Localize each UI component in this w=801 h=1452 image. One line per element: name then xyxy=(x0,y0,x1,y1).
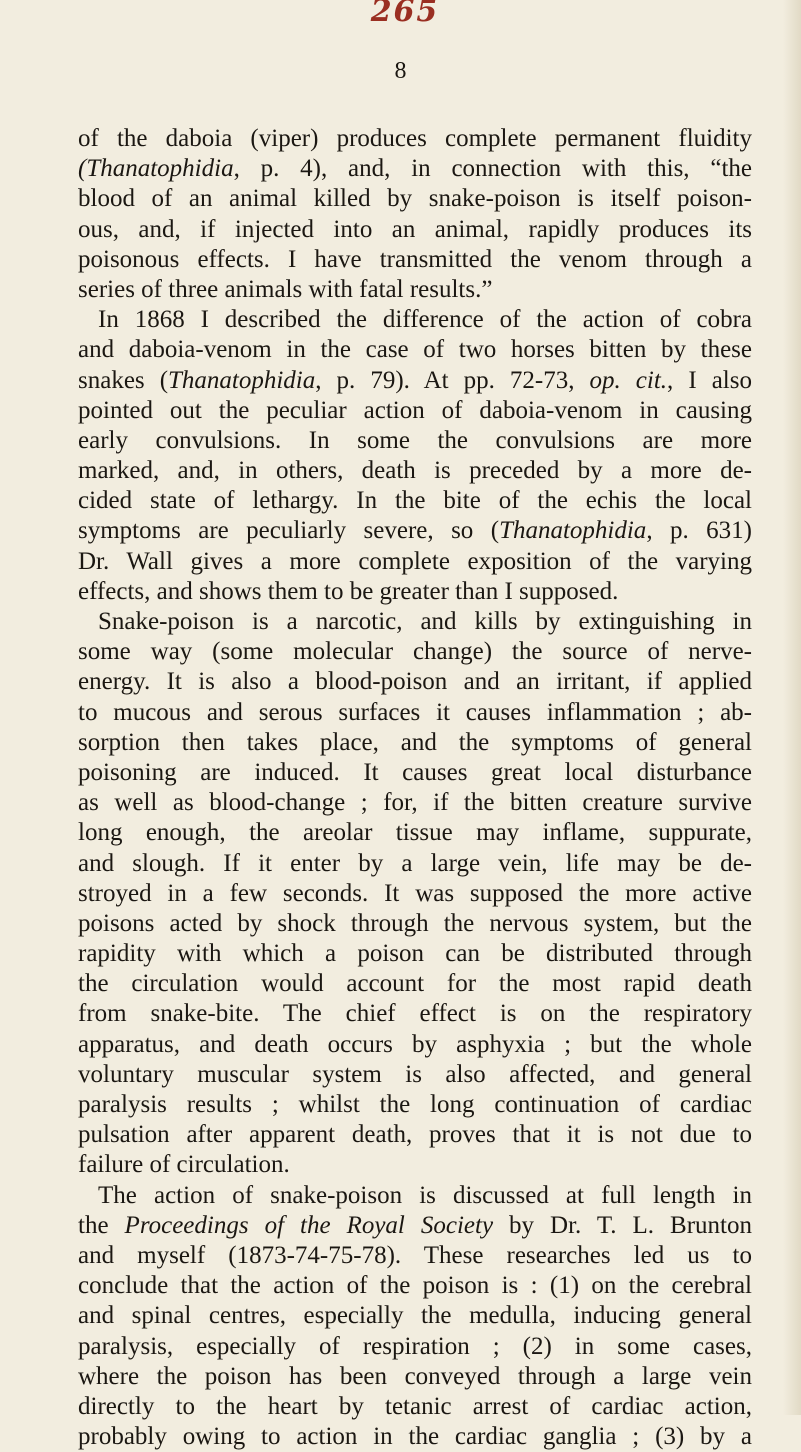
text-segment: paralysis results ; whilst the long continuation of cardiac xyxy=(78,1091,752,1118)
text-segment: as well as blood-change ; for, if the bitten creature survive xyxy=(78,789,752,817)
text-line xyxy=(78,124,752,154)
text-line xyxy=(78,1392,752,1422)
text-segment: sorption then takes place, and the symptoms of general xyxy=(78,728,752,756)
text-line xyxy=(78,547,752,577)
text-line xyxy=(78,486,752,516)
text-segment: , I also xyxy=(667,366,752,394)
text-segment: voluntary muscular system is also affected, and general xyxy=(78,1060,752,1088)
text-segment: poisonous effects. I have transmitted the venom through a xyxy=(78,245,752,273)
italic-text-segment: Proceedings of the Royal Society xyxy=(124,1211,494,1239)
text-segment: and daboia-venom in the case of two horses bitten by these xyxy=(78,336,752,364)
text-segment: the circulation would account for the most rapid death xyxy=(78,970,752,998)
text-line xyxy=(78,939,752,969)
italic-text-segment: op. cit. xyxy=(589,366,668,394)
text-segment: Snake-poison is a narcotic, and kills by extinguishing in xyxy=(98,608,752,635)
text-line xyxy=(78,1060,752,1090)
text-line xyxy=(78,184,752,214)
text-segment: long enough, the areolar tissue may inflame, suppurate, xyxy=(78,819,752,847)
text-line xyxy=(78,969,752,999)
text-line xyxy=(78,1211,752,1241)
text-segment: conclude that the action of the poison is : (1) on the cerebral xyxy=(78,1272,752,1300)
text-line xyxy=(78,1362,752,1392)
text-segment: ous, and, if injected into an animal, rapidly produces its xyxy=(78,215,752,243)
text-segment: Dr. Wall gives a more complete exposition of the varying xyxy=(78,547,752,575)
text-segment: failure of circulation. xyxy=(78,1151,290,1179)
text-segment: by Dr. T. L. Brunton xyxy=(493,1211,752,1239)
text-line xyxy=(78,1090,752,1120)
text-segment: rapidity with which a poison can be distributed through xyxy=(78,940,752,968)
text-segment: and spinal centres, especially the medulla, inducing general xyxy=(78,1302,752,1330)
italic-text-segment: Thanatophidia xyxy=(168,366,316,394)
text-segment: series of three animals with fatal results.” xyxy=(78,275,493,303)
text-line xyxy=(78,667,752,697)
text-line xyxy=(78,456,752,486)
text-segment: snakes ( xyxy=(78,366,169,394)
text-line xyxy=(78,818,752,848)
text-segment: pointed out the peculiar action of daboia-venom in causing xyxy=(78,396,752,424)
text-segment: directly to the heart by tetanic arrest of cardiac action, xyxy=(78,1392,752,1420)
text-segment: , p. 79). At pp. 72-73, xyxy=(315,366,590,394)
text-segment: , p. 631) xyxy=(646,517,752,545)
page-number: 8 xyxy=(394,58,407,84)
text-line xyxy=(78,305,752,335)
text-segment: early convulsions. In some the convulsions are more xyxy=(78,426,752,454)
text-segment: blood of an animal killed by snake-poison is itself poison- xyxy=(78,185,752,213)
text-line xyxy=(78,577,752,607)
text-line xyxy=(78,1241,752,1271)
text-segment: poisoning are induced. It causes great local disturbance xyxy=(78,758,752,786)
text-segment: stroyed in a few seconds. It was supposed the more active xyxy=(78,879,752,907)
italic-text-segment: Thanatophidia xyxy=(86,155,234,183)
page-edge-shadow xyxy=(783,0,801,1415)
text-segment: and myself (1873-74-75-78). These researches led us to xyxy=(78,1241,752,1269)
text-segment: cided state of lethargy. In the bite of the echis the local xyxy=(78,487,752,515)
text-segment: the xyxy=(78,1211,125,1239)
text-line xyxy=(78,215,752,245)
text-segment: from snake-bite. The chief effect is on the respiratory xyxy=(78,1000,752,1028)
text-segment: poisons acted by shock through the nervous system, but the xyxy=(78,909,752,937)
text-line xyxy=(78,698,752,728)
text-line xyxy=(78,909,752,939)
text-line xyxy=(78,275,752,305)
text-line xyxy=(78,728,752,758)
text-segment: , p. 4), and, in connection with this, “the xyxy=(233,155,752,183)
body-text xyxy=(78,124,752,1452)
text-segment: marked, and, in others, death is preceded by a more de- xyxy=(78,457,752,485)
text-line xyxy=(78,1120,752,1150)
text-line xyxy=(78,1181,752,1211)
text-line xyxy=(78,1030,752,1060)
text-segment: and slough. If it enter by a large vein, life may be de- xyxy=(78,849,752,877)
text-line xyxy=(78,758,752,788)
text-line xyxy=(78,788,752,818)
text-line xyxy=(78,1332,752,1362)
text-segment: effects, and shows them to be greater than I supposed. xyxy=(78,577,619,605)
handwritten-pencil-mark: 265 xyxy=(370,0,440,29)
text-line xyxy=(78,637,752,667)
text-line xyxy=(78,396,752,426)
text-segment: of the daboia (viper) produces complete permanent fluidity xyxy=(78,125,752,152)
text-line xyxy=(78,849,752,879)
text-line xyxy=(78,366,752,396)
text-segment: probably owing to action in the cardiac ganglia ; (3) by a xyxy=(78,1423,752,1451)
text-line xyxy=(78,245,752,275)
text-segment: to mucous and serous surfaces it causes inflammation ; ab- xyxy=(78,698,752,726)
text-line xyxy=(78,607,752,637)
text-line xyxy=(78,1150,752,1180)
text-line xyxy=(78,154,752,184)
italic-text-segment: ( xyxy=(78,155,87,183)
text-segment: energy. It is also a blood-poison and an irritant, if applied xyxy=(78,668,752,696)
text-segment: symptoms are peculiarly severe, so ( xyxy=(78,517,500,545)
text-line xyxy=(78,1301,752,1331)
text-segment: pulsation after apparent death, proves that it is not due to xyxy=(78,1121,752,1149)
text-line xyxy=(78,335,752,365)
text-line xyxy=(78,999,752,1029)
italic-text-segment: Thanatophidia xyxy=(499,517,647,545)
text-segment: The action of snake-poison is discussed at full length in xyxy=(98,1181,752,1209)
text-segment: paralysis, especially of respiration ; (2) in some cases, xyxy=(78,1332,752,1360)
text-line xyxy=(78,879,752,909)
text-line xyxy=(78,1271,752,1301)
text-line xyxy=(78,426,752,456)
text-line xyxy=(78,516,752,546)
text-segment: In 1868 I described the difference of the action of cobra xyxy=(98,306,752,334)
text-line xyxy=(78,1422,752,1452)
text-segment: some way (some molecular change) the source of nerve- xyxy=(78,638,752,666)
text-segment: apparatus, and death occurs by asphyxia ; but the whole xyxy=(78,1030,752,1058)
text-segment: where the poison has been conveyed through a large vein xyxy=(78,1362,752,1390)
